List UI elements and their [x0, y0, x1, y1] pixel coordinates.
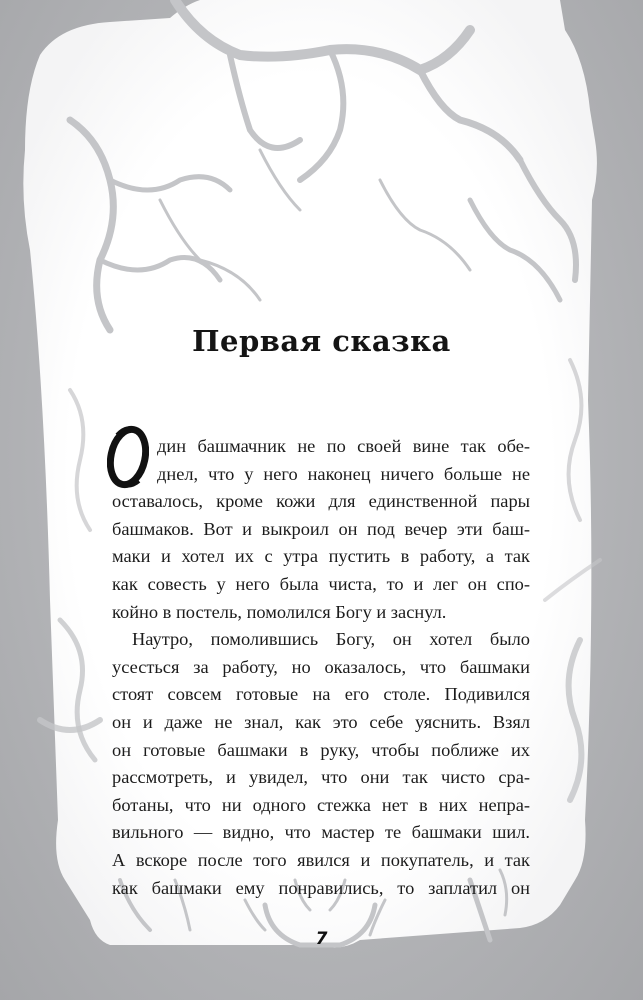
text-line: рассмотреть, и увидел, что они так чисто сра- — [112, 767, 530, 788]
text-line: ботаны, что ни одного стежка нет в них непра- — [112, 794, 530, 815]
drop-cap-letter-o — [107, 425, 149, 489]
text-line: оставалось, кроме кожи для единственной пары — [112, 491, 530, 512]
text-line: он готовые башмаки в руку, чтобы поближе их — [112, 739, 530, 760]
text-line: стоят совсем готовые на его столе. Подивился — [112, 684, 530, 705]
text-line: вильного — видно, что мастер те башмаки шил. — [112, 822, 530, 843]
text-line: днел, что у него наконец ничего больше не — [157, 463, 530, 484]
text-line: Наутро, помолившись Богу, он хотел было — [132, 629, 530, 650]
page-number: 7 — [315, 929, 328, 949]
text-line: как совесть у него была чиста, то и лег он спо- — [112, 573, 530, 594]
text-line: усесться за работу, но оказалось, что башмаки — [112, 656, 530, 677]
chapter-title: Первая сказка — [192, 324, 451, 359]
text-line: койно в постель, помолился Богу и заснул. — [112, 601, 447, 622]
text-line: как башмаки ему понравились, то заплатил он — [112, 877, 530, 898]
text-line: башмаков. Вот и выкроил он под вечер эти баш- — [112, 518, 530, 539]
text-line: дин башмачник не по своей вине так обе- — [157, 436, 530, 456]
body-text — [112, 433, 530, 902]
text-line: А вскоре после того явился и покупатель, и так — [112, 849, 530, 870]
text-line: он и даже не знал, как это себе уяснить. Взял — [112, 711, 530, 732]
text-line: маки и хотел их с утра пустить в работу, а так — [112, 546, 530, 567]
